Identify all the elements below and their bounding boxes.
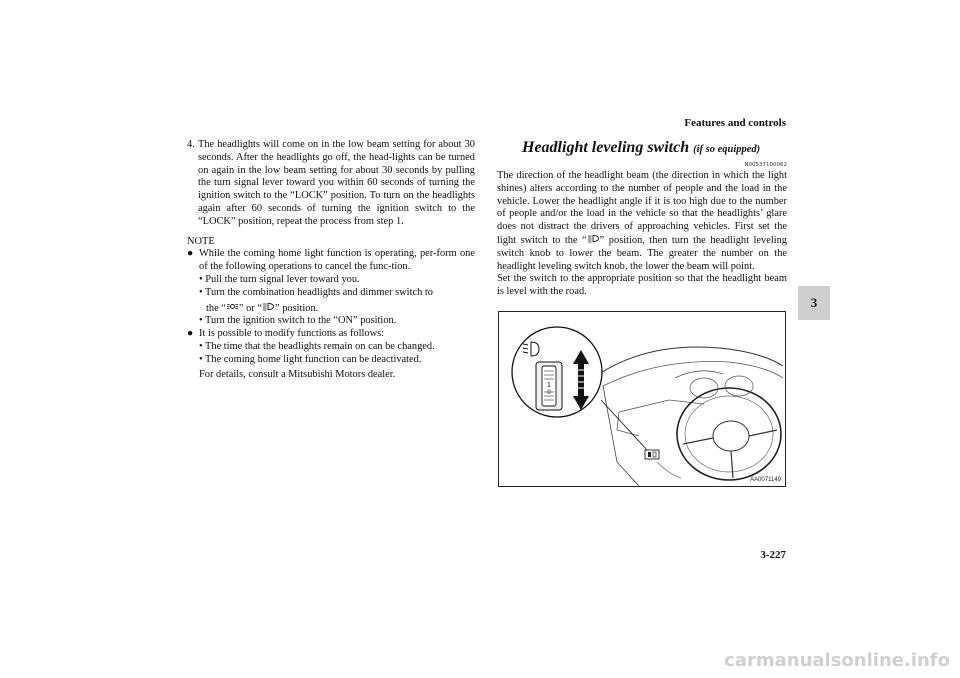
step-4 [187, 139, 475, 229]
note-item-continuation [199, 302, 475, 316]
chapter-tab: 3 [798, 286, 830, 320]
note-bullet-2 [187, 328, 475, 381]
paragraph-part: ” position, then turn the headlight leveling switch knob to lower the beam. The greater the number on the headlight leveling switch knob, the lower the beam will point. [497, 234, 787, 272]
note-label: NOTE [187, 235, 215, 247]
note-item: • Pull the turn signal lever toward you. [199, 273, 360, 285]
watermark: carmanualsonline.info [724, 650, 950, 671]
dashboard-illustration [499, 312, 785, 486]
headlight-leveling-figure [498, 311, 786, 487]
bullet-icon: ● [187, 248, 194, 260]
body-paragraph-1 [497, 170, 787, 273]
step-text: The headlights will come on in the low beam setting for about 30 seconds. After the headlights go off, the head-lights can be turned on again in the low beam setting for about 30 seconds by pulling the turn signal lever toward you within 60 seconds of turning the ignition switch to the “LOCK” position. To turn on the headlights again after 60 seconds of turning the ignition switch to the “LOCK” position, repeat the process from step 1. [198, 139, 475, 227]
note-item-part: ” or “ [238, 302, 262, 314]
headlight-icon [587, 235, 600, 245]
note-item-part: the “ [206, 302, 226, 314]
right-column [497, 139, 787, 299]
knob-digit-1: 1 [547, 382, 551, 389]
body-paragraph-2: Set the switch to the appropriate position so that the headlight beam is level with the road. [497, 273, 787, 298]
left-column [187, 139, 475, 381]
figure-label: AA0071149 [750, 477, 781, 483]
note-item: • Turn the combination headlights and dimmer switch to [199, 286, 433, 298]
note-text: While the coming home light function is operating, per-form one of the following operations to cancel the func-tion. [199, 248, 475, 273]
position-lamp-icon [226, 303, 239, 313]
page-number: 3-227 [760, 549, 786, 561]
knob-digit-0: 0 [547, 390, 551, 396]
step-number: 4. [187, 139, 195, 150]
paragraph-part: The direction of the headlight beam (the direction in which the light shines) alters according to the number of people and the load in the vehicle. Lower the headlight angle if it is too high due to the number of people and/or the load in the vehicle so that the headlights’ glare does not distract the drivers of approaching vehicles. First set the light switch to the “ [497, 170, 787, 246]
note-text: It is possible to modify functions as follows: [199, 328, 385, 340]
note-item-part: ” position. [274, 302, 319, 314]
bullet-icon: ● [187, 328, 194, 340]
section-title [522, 139, 787, 159]
section-title-qualifier: (if so equipped) [693, 144, 761, 155]
note-item: • The coming home light function can be deactivated. [199, 353, 422, 365]
note-bullet-1 [187, 248, 475, 328]
reference-code: N00537100062 [744, 162, 787, 168]
note-item: • Turn the ignition switch to the “ON” position. [199, 315, 397, 327]
page-header-title: Features and controls [684, 117, 786, 129]
section-title-text: Headlight leveling switch [522, 139, 690, 156]
note-item: • The time that the headlights remain on can be changed. [199, 340, 435, 352]
note-item: For details, consult a Mitsubishi Motors dealer. [199, 368, 396, 380]
headlight-icon [262, 303, 275, 313]
